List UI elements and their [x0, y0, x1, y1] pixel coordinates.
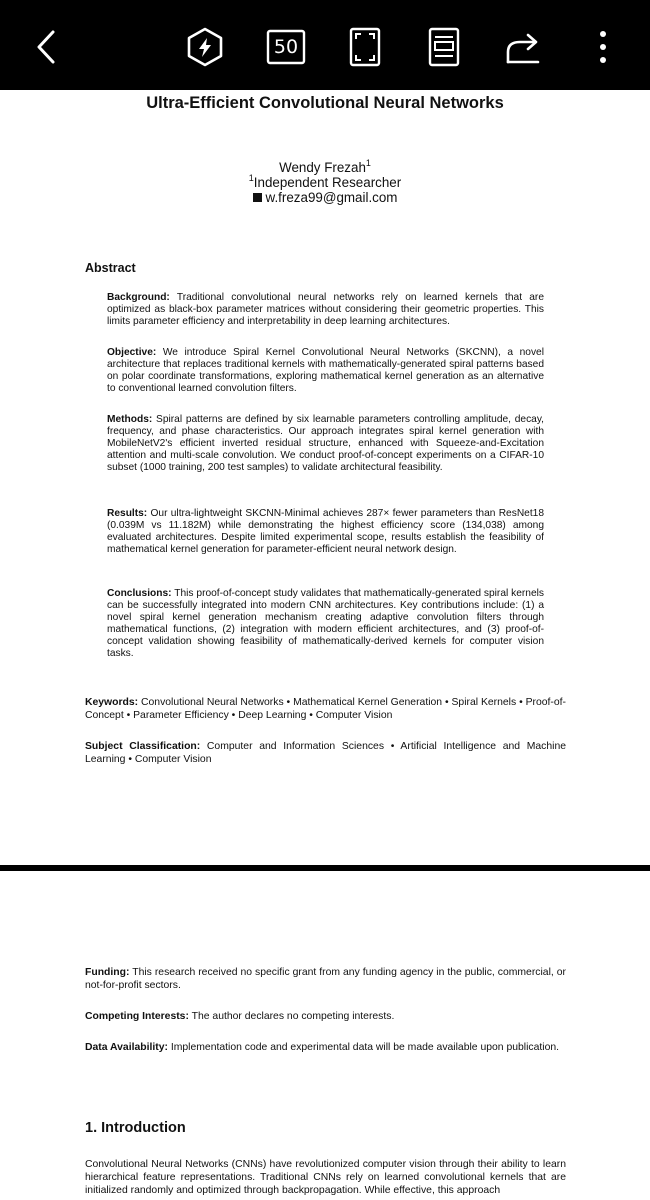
affiliation-superscript: 1 [248, 173, 254, 183]
data-text: Implementation code and experimental data will be made available upon publication. [167, 1042, 560, 1053]
data-availability-block [85, 1041, 566, 1054]
subject-text: Computer and Information Sciences • Artificial Intelligence and Machine Learning • Computer Vision [85, 741, 567, 765]
abstract-conclusions [107, 588, 544, 661]
affiliation-line [0, 175, 650, 190]
email-icon [253, 193, 262, 202]
section-heading-introduction: 1. Introduction [85, 1120, 186, 1136]
lightning-hexagon-icon [182, 24, 228, 70]
fit-page-button[interactable] [342, 24, 388, 70]
background-text: Traditional convolutional neural networks rely on learned kernels that are optimized as black-box parameter matrices without considering their geometric properties. This limits parameter efficiency and interpretability in deep learning architectures. [107, 292, 544, 328]
methods-text: Spiral patterns are defined by six learnable parameters controlling amplitude, decay, frequency, and phase characteristics. Our approach integrates spiral kernel generation with MobileNetV2's efficient inverted residual structure, enhanced with Squeeze-and-Excitation attention and multi-scale convolution. We conduct proof-of-concept experiments on a CIFAR-10 subset (1000 training, 200 test samples) to validate architectural feasibility. [107, 414, 544, 474]
results-text: Our ultra-lightweight SKCNN-Minimal achieves 287× fewer parameters than ResNet18 (0.039M vs 11.182M) while demonstrating the highest efficiency score (134,038) among evaluated architectures. Despite limited experimental scope, results establish the feasibility of mathematical kernel generation for parameter-efficient neural network design. [107, 508, 544, 556]
data-label: Data Availability: [85, 1042, 168, 1053]
objective-label: Objective: [107, 347, 157, 358]
abstract-objective [107, 347, 544, 395]
competing-label: Competing Interests: [85, 1011, 189, 1022]
author-name: Wendy Frezah [279, 160, 366, 175]
methods-label: Methods: [107, 414, 153, 425]
more-options-button[interactable] [580, 24, 626, 70]
author-superscript: 1 [365, 158, 371, 168]
abstract-results [107, 508, 544, 556]
reader-toolbar [0, 0, 650, 90]
conclusions-text: This proof-of-concept study validates that mathematically-generated spiral kernels can be successfully integrated into modern CNN architectures. Key contributions include: (1) a novel spiral kernel generation mechanism creating adaptive convolution filters through mathematical functions, (2) integration with modern efficient architectures, and (3) proof-of-concept validation showing feasibility of mathematically-derived kernels for computer vision tasks. [107, 588, 544, 660]
background-label: Background: [107, 292, 170, 303]
author-line [0, 160, 650, 175]
keywords-text: Convolutional Neural Networks • Mathematical Kernel Generation • Spiral Kernels • Proof-of-Concept • Parameter Efficiency • Deep Learning • Computer Vision [85, 697, 567, 721]
keywords-block [85, 696, 566, 722]
author-block [0, 160, 650, 205]
more-vertical-icon [580, 24, 626, 70]
subject-label: Subject Classification: [85, 741, 201, 752]
affiliation: Independent Researcher [253, 175, 402, 190]
zoom-button[interactable] [263, 24, 309, 70]
competing-text: The author declares no competing interests. [188, 1011, 395, 1022]
keywords-label: Keywords: [85, 697, 139, 708]
abstract-methods [107, 414, 544, 474]
back-arrow-icon [24, 24, 70, 70]
funding-block [85, 966, 566, 992]
abstract-background [107, 292, 544, 328]
abstract-heading: Abstract [85, 261, 136, 275]
quick-action-button[interactable] [182, 24, 228, 70]
subject-classification-block [85, 740, 566, 766]
funding-label: Funding: [85, 967, 130, 978]
paper-title: Ultra-Efficient Convolutional Neural Networks [146, 94, 504, 112]
fit-page-icon [342, 24, 388, 70]
back-button[interactable] [24, 24, 70, 70]
conclusions-label: Conclusions: [107, 588, 172, 599]
objective-text: We introduce Spiral Kernel Convolutional Neural Networks (SKCNN), a novel architecture that replaces traditional kernels with mathematically-generated spiral patterns based on polar coordinate transformations, exploring mathematical kernel generation as an alternative to conventional learned convolution filters. [107, 347, 544, 395]
share-button[interactable] [500, 24, 546, 70]
zoom-level: 50 [273, 36, 299, 58]
funding-text: This research received no specific grant from any funding agency in the public, commercial, or not-for-profit sectors. [85, 967, 566, 991]
reading-mode-button[interactable] [421, 24, 467, 70]
email-line [0, 190, 650, 205]
introduction-paragraph: Convolutional Neural Networks (CNNs) have revolutionized computer vision through their ability to learn hierarchical feature representations. Traditional CNNs rely on learned convolutional kernels that are initialized randomly and optimized through backpropagation. While effective, this approach [85, 1159, 566, 1196]
author-email[interactable]: w.freza99@gmail.com [265, 190, 398, 205]
document-view-icon [421, 24, 467, 70]
page-separator [0, 865, 650, 871]
share-arrow-icon [500, 24, 546, 70]
results-label: Results: [107, 508, 148, 519]
competing-interests-block [85, 1010, 566, 1023]
